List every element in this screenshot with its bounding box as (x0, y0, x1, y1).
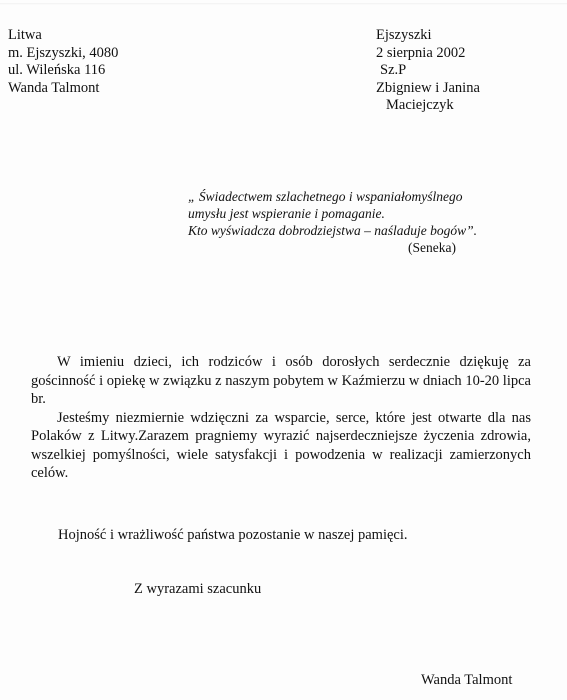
body-paragraph-2: Jesteśmy niezmiernie wdzięczni za wsparcie, serce, które jest otwarte dla nas Polaków z Litwy.Zarazem pragniemy wyrazić najserdeczniejsze życzenia zdrowia, wszelkiej pomyślności, wiele satysfakcji i powodzenia w realizacji zamierzonych celów. (31, 409, 531, 481)
quote-line-1: „ Świadectwem szlachetnego i wspaniałomyślnego (188, 189, 463, 204)
body-paragraph-1: W imieniu dzieci, ich rodziców i osób dorosłych serdecznie dziękuję za gościnność i opiekę w związku z naszym pobytem w Kaźmierzu w dniach 10-20 lipca br. (31, 354, 531, 407)
quote-line-2: umysłu jest wspieranie i pomaganie. (188, 206, 385, 221)
epigraph-quote (188, 188, 477, 256)
recipient-salutation: Sz.P (380, 62, 407, 78)
signature-name: Wanda Talmont (421, 672, 513, 688)
sender-country: Litwa (8, 27, 42, 43)
recipient-block (376, 27, 480, 115)
recipient-names-line2: Maciejczyk (386, 97, 454, 113)
quote-line-3: Kto wyświadcza dobrodziejstwa – naśladuje bogów”. (188, 223, 478, 238)
sender-city: m. Ejszyszki, 4080 (8, 44, 119, 61)
regards-line: Z wyrazami szacunku (134, 581, 262, 597)
sender-address (8, 27, 118, 97)
quote-author: (Seneka) (408, 240, 456, 255)
letter-place: Ejszyszki (376, 27, 432, 43)
paper-edge (0, 3, 567, 5)
sender-name: Wanda Talmont (8, 79, 100, 96)
closing-line: Hojność i wrażliwość państwa pozostanie w naszej pamięci. (58, 527, 408, 543)
sender-street: ul. Wileńska 116 (8, 62, 106, 78)
recipient-names-line1: Zbigniew i Janina (376, 79, 480, 96)
letter-date: 2 sierpnia 2002 (376, 44, 466, 61)
letter-body (31, 353, 531, 483)
